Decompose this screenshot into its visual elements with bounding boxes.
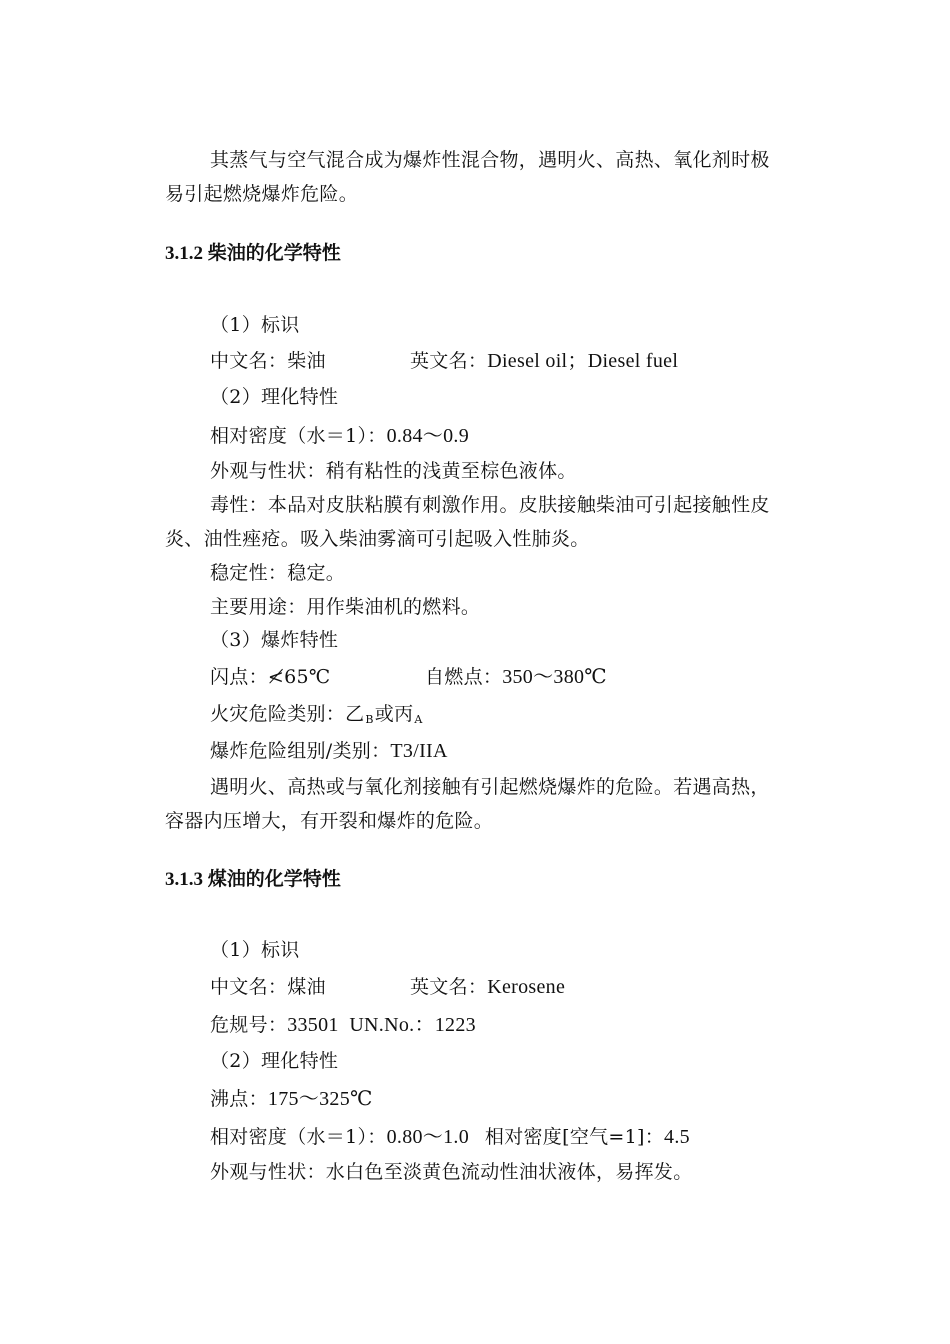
hazard-line: 容器内压增大，有开裂和爆炸的危险。 [165, 810, 494, 832]
subsection-title-properties: （2）理化特性 [210, 1050, 339, 1072]
boiling-point: 沸点：175～325℃ [210, 1088, 373, 1110]
flash-point: 闪点：≮65℃ [210, 666, 331, 688]
stability: 稳定性：稳定。 [210, 562, 346, 584]
subsection-title-identification: （1）标识 [210, 314, 300, 336]
subsection-title-explosion: （3）爆炸特性 [210, 629, 339, 651]
english-name: 英文名：Kerosene [410, 976, 566, 998]
name-row [210, 348, 830, 374]
section-heading-diesel: 3.1.2 柴油的化学特性 [165, 243, 341, 264]
autoignition-point: 自燃点：350～380℃ [425, 666, 607, 688]
relative-density: 相对密度（水＝1）：0.80～1.0 相对密度[空气=1]：4.5 [210, 1126, 690, 1148]
appearance: 外观与性状：水白色至淡黄色流动性油状液体，易挥发。 [210, 1161, 693, 1183]
explosion-group: 爆炸危险组别/类别：T3/IIA [210, 740, 448, 762]
english-name: 英文名：Diesel oil；Diesel fuel [410, 350, 679, 372]
paragraph-line: 其蒸气与空气混合成为爆炸性混合物，遇明火、高热、氧化剂时极 [210, 149, 770, 171]
subsection-title-identification: （1）标识 [210, 939, 300, 961]
chinese-name: 中文名：柴油 [210, 350, 326, 372]
name-row [210, 974, 830, 1000]
flash-autoignition-row [210, 664, 830, 690]
fire-hazard-class: 火灾危险类别：乙$_B$或丙$_A$ [210, 703, 423, 726]
toxicity-line: 毒性：本品对皮肤粘膜有刺激作用。皮肤接触柴油可引起接触性皮 [210, 494, 770, 516]
main-usage: 主要用途：用作柴油机的燃料。 [210, 596, 481, 618]
hazard-line: 遇明火、高热或与氧化剂接触有引起燃烧爆炸的危险。若遇高热， [210, 776, 770, 798]
toxicity-line: 炎、油性痤疮。吸入柴油雾滴可引起吸入性肺炎。 [165, 528, 590, 550]
appearance: 外观与性状：稍有粘性的浅黄至棕色液体。 [210, 460, 577, 482]
chinese-name: 中文名：煤油 [210, 976, 326, 998]
relative-density: 相对密度（水＝1）：0.84～0.9 [210, 425, 469, 447]
hazard-reg-number: 危规号：33501 UN.No.：1223 [210, 1014, 476, 1036]
paragraph-line: 易引起燃烧爆炸危险。 [165, 183, 359, 205]
section-heading-kerosene: 3.1.3 煤油的化学特性 [165, 869, 341, 890]
subsection-title-properties: （2）理化特性 [210, 386, 339, 408]
